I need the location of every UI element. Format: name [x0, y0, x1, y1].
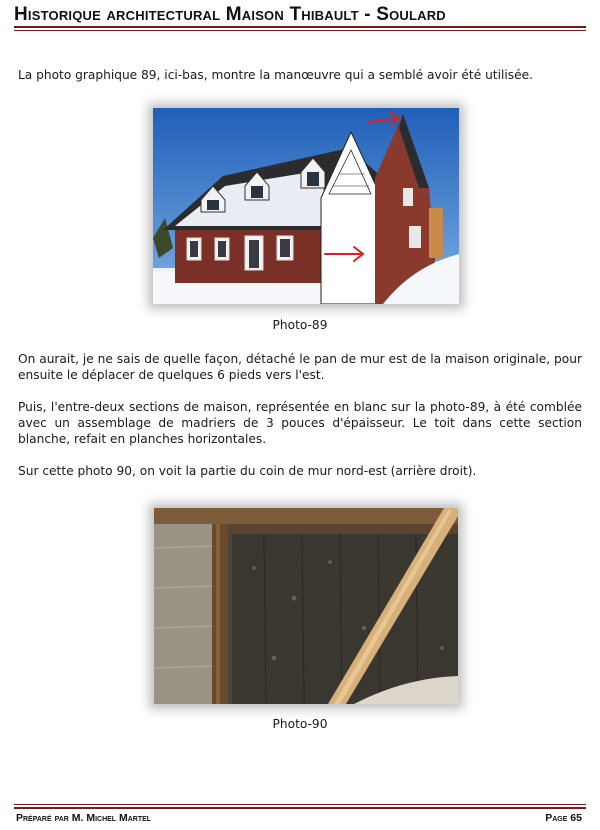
- paragraph-detachment: On aurait, je ne sais de quelle façon, détaché le pan de mur est de la maison originale, pour ensuite le déplacer de quelques 6 pieds vers l'est.: [18, 352, 582, 382]
- header-rule: [14, 26, 586, 28]
- photo-90: [154, 508, 458, 704]
- footer-rule: [14, 807, 586, 809]
- paragraph-intro: La photo graphique 89, ici-bas, montre la manœuvre qui a semblé avoir été utilisée.: [18, 68, 533, 82]
- photo-89: [153, 108, 459, 304]
- footer-page-number: Page 65: [545, 812, 582, 824]
- paragraph-gap-filled: Puis, l'entre-deux sections de maison, représentée en blanc sur la photo-89, à été comblée avec un assemblage de madriers de 3 pouces d'épaisseur. Le toit dans cette section blanche, refait en planches horizontales.: [18, 400, 582, 446]
- footer-author: Préparé par M. Michel Martel: [16, 812, 152, 824]
- footer-rule-thin: [14, 804, 586, 805]
- caption-photo-90: Photo-90: [272, 717, 328, 731]
- paragraph-photo-90-intro: Sur cette photo 90, on voit la partie du coin de mur nord-est (arrière droit).: [18, 464, 477, 478]
- page-header-title: Historique architectural Maison Thibault - Soulard: [14, 4, 446, 25]
- header-rule-thin: [14, 30, 586, 31]
- caption-photo-89: Photo-89: [272, 318, 328, 332]
